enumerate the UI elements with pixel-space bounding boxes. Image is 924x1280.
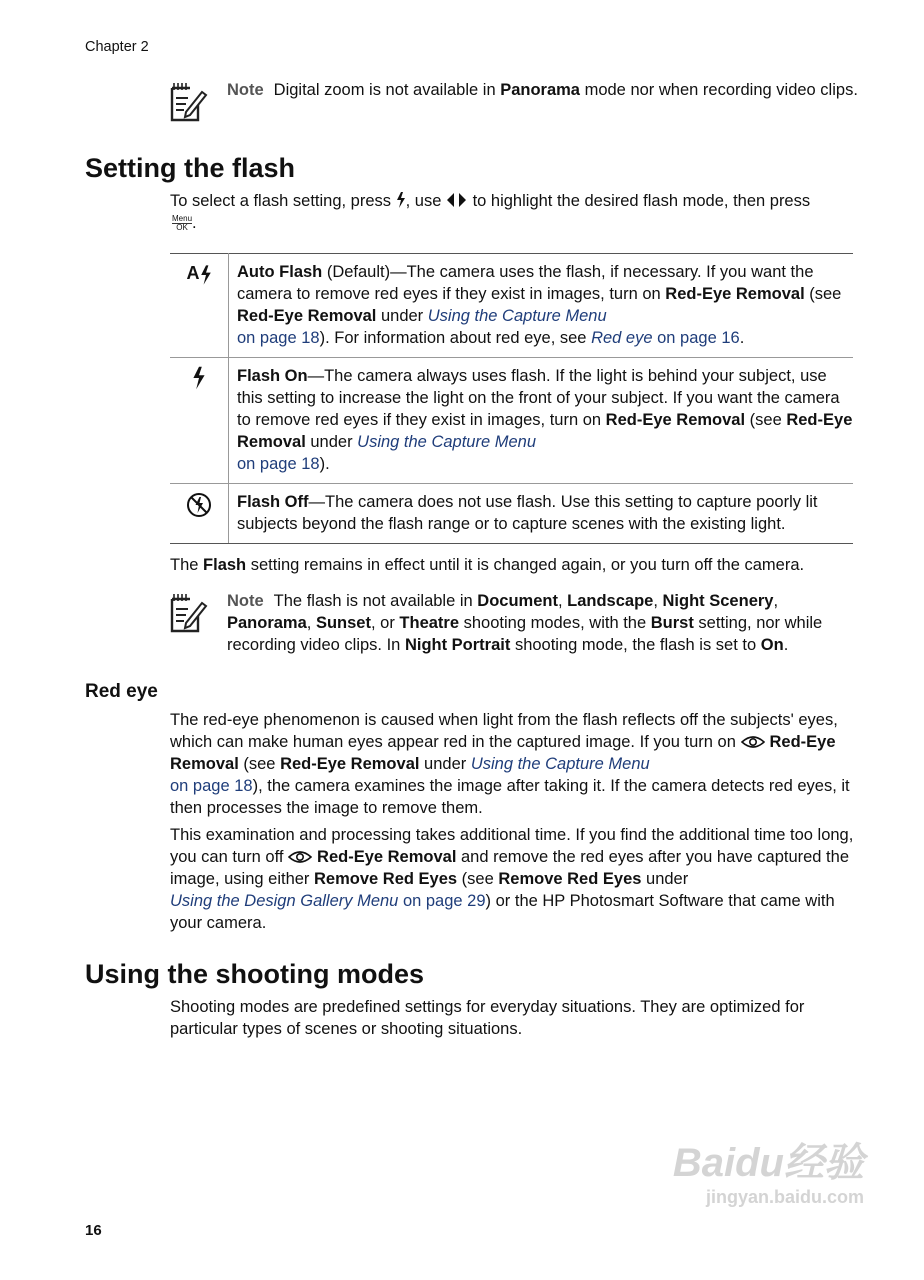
section-title-setting-flash: Setting the flash [85,153,296,183]
red-eye-paragraph-2: This examination and processing takes additional time. If you find the additional time too long, you can turn off Red-Eye Removal and remove the red eyes after you have captured the image, using either Remove Red Eyes (see Remove Red Eyes under Using the Design Gallery Menu on page 29) or the HP Photosmart Software that came with your camera. [170,826,854,932]
eye-icon [741,735,765,749]
flash-modes-table [170,253,853,544]
note-icon [168,82,208,128]
note-label: Note [227,81,264,99]
table-row [170,254,853,358]
eye-icon [288,850,312,864]
left-right-arrows-icon [446,193,468,207]
note-icon [168,593,208,639]
link-page-18[interactable]: on page 18 [237,455,320,473]
note-flash-unavailable: Note The flash is not available in Document, Landscape, Night Scenery, Panorama, Sunset, or Theatre shooting modes, with the Burst setting, nor while recording video clips. In Night Portrait shooting mode, the flash is set to On. [227,592,823,654]
auto-flash-description: Auto Flash (Default)—The camera uses the flash, if necessary. If you want the camera to remove red eyes if they exist in images, turn on Red-Eye Removal (see Red-Eye Removal under Using the Capture Menu on page 18). For information about red eye, see Red eye on page 16. [229,254,854,358]
flash-button-icon [396,192,406,208]
chapter-label: Chapter 2 [85,39,149,55]
link-page-18[interactable]: on page 18 [170,777,253,795]
flash-off-icon [186,492,212,518]
flash-off-description: Flash Off—The camera does not use flash. Use this setting to capture poorly lit subjects beyond the flash range or to capture scenes with the existing light. [229,484,854,544]
link-page-16[interactable]: on page 16 [652,329,740,347]
note-digital-zoom: Note Digital zoom is not available in Panorama mode nor when recording video clips. [227,81,858,99]
note-label: Note [227,592,264,610]
table-row [170,484,853,544]
link-capture-menu[interactable]: Using the Capture Menu [427,307,607,325]
baidu-watermark: Baidu经验 jingyan.baidu.com [672,1141,864,1207]
page-number: 16 [85,1222,102,1239]
link-page-29[interactable]: on page 29 [398,892,486,910]
flash-on-description: Flash On—The camera always uses flash. If the light is behind your subject, use this setting to increase the light on the front of your subject. If you want the camera to remove red eyes if they exist in images, turn on Red-Eye Removal (see Red-Eye Removal under Using the Capture Menu on page 18). [229,358,854,484]
menu-ok-button-icon: Menu OK [172,214,193,233]
table-row [170,358,853,484]
link-design-gallery-menu[interactable]: Using the Design Gallery Menu [170,892,399,910]
shooting-modes-intro: Shooting modes are predefined settings for everyday situations. They are optimized for particular types of scenes or shooting situations. [170,998,805,1038]
red-eye-paragraph-1: The red-eye phenomenon is caused when light from the flash reflects off the subjects' eyes, which can make human eyes appear red in the captured image. If you turn on Red-Eye Removal (see Red-Eye Removal under Using the Capture Menu on page 18), the camera examines the image after taking it. If the camera detects red eyes, it then processes the image to remove them. [170,711,850,817]
link-page-18[interactable]: on page 18 [237,329,320,347]
auto-flash-icon: A [187,263,212,283]
subsection-title-red-eye: Red eye [85,681,158,702]
section-title-shooting-modes: Using the shooting modes [85,959,425,989]
link-capture-menu[interactable]: Using the Capture Menu [470,755,650,773]
flash-intro: To select a flash setting, press , use to highlight the desired flash mode, then press Menu OK . [170,192,811,233]
link-red-eye[interactable]: Red eye [591,329,653,347]
flash-on-icon [192,366,206,390]
link-capture-menu[interactable]: Using the Capture Menu [357,433,537,451]
flash-persist-text: The Flash setting remains in effect until it is changed again, or you turn off the camera. [170,556,805,574]
